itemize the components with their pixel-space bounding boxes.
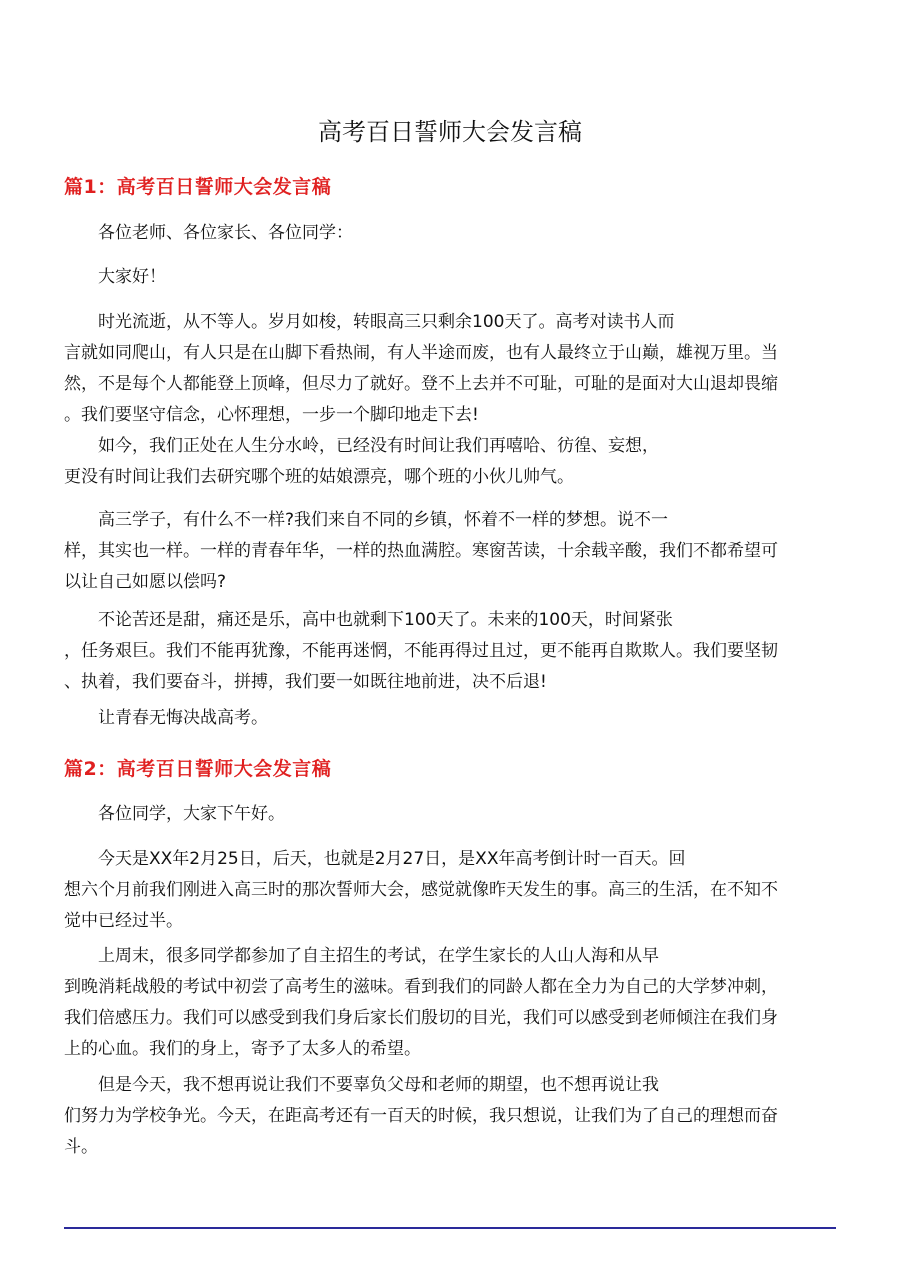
paragraph-line: 到晚消耗战般的考试中初尝了高考生的滋味。看到我们的同龄人都在全力为自己的大学梦冲刺，	[64, 977, 778, 997]
paragraph	[64, 431, 836, 493]
paragraph	[64, 799, 836, 830]
paragraph	[64, 941, 836, 1065]
paragraph	[64, 218, 836, 249]
paragraph-line: ，任务艰巨。我们不能再犹豫，不能再迷惘，不能再得过且过，更不能再自欺欺人。我们要坚韧	[64, 641, 778, 661]
paragraph	[64, 307, 836, 431]
footer-divider	[64, 1227, 836, 1229]
paragraph	[64, 1070, 836, 1163]
paragraph	[64, 844, 836, 937]
paragraph-line: 各位老师、各位家长、各位同学：	[98, 223, 353, 243]
document-title: 高考百日誓师大会发言稿	[318, 118, 582, 146]
section-2-heading: 篇2：高考百日誓师大会发言稿	[64, 758, 332, 780]
paragraph-line: 、执着，我们要奋斗，拼搏，我们要一如既往地前进，决不后退!	[64, 672, 547, 692]
section-1-heading: 篇1：高考百日誓师大会发言稿	[64, 176, 332, 198]
paragraph-line: 。我们要坚守信念，心怀理想，一步一个脚印地走下去!	[64, 405, 479, 425]
paragraph-line: 以让自己如愿以偿吗?	[64, 572, 227, 592]
paragraph	[64, 262, 836, 293]
paragraph-line: 让青春无悔决战高考。	[98, 708, 268, 728]
paragraph-line: 大家好！	[98, 267, 166, 287]
paragraph-line: 但是今天，我不想再说让我们不要辜负父母和老师的期望，也不想再说让我	[98, 1075, 659, 1095]
paragraph	[64, 703, 836, 734]
paragraph-line: 们努力为学校争光。今天，在距高考还有一百天的时候，我只想说，让我们为了自己的理想而奋	[64, 1106, 778, 1126]
paragraph-line: 上的心血。我们的身上，寄予了太多人的希望。	[64, 1039, 421, 1059]
paragraph-line: 不论苦还是甜，痛还是乐，高中也就剩下100天了。未来的100天，时间紧张	[98, 610, 673, 630]
paragraph-line: 样，其实也一样。一样的青春年华，一样的热血满腔。寒窗苦读，十余载辛酸，我们不都希望可	[64, 541, 778, 561]
paragraph-line: 我们倍感压力。我们可以感受到我们身后家长们殷切的目光，我们可以感受到老师倾注在我们身	[64, 1008, 778, 1028]
paragraph-line: 如今，我们正处在人生分水岭，已经没有时间让我们再嘻哈、彷徨、妄想，	[98, 436, 659, 456]
paragraph-line: 更没有时间让我们去研究哪个班的姑娘漂亮，哪个班的小伙儿帅气。	[64, 467, 574, 487]
paragraph-line: 各位同学，大家下午好。	[98, 804, 285, 824]
paragraph-line: 高三学子，有什么不一样?我们来自不同的乡镇，怀着不一样的梦想。说不一	[98, 510, 669, 530]
paragraph-line: 想六个月前我们刚进入高三时的那次誓师大会，感觉就像昨天发生的事。高三的生活，在不知不	[64, 880, 778, 900]
paragraph-line: 言就如同爬山，有人只是在山脚下看热闹，有人半途而废，也有人最终立于山巅，雄视万里。当	[64, 343, 778, 363]
paragraph	[64, 505, 836, 598]
paragraph-line: 今天是XX年2月25日，后天，也就是2月27日，是XX年高考倒计时一百天。回	[98, 849, 686, 869]
paragraph-line: 然，不是每个人都能登上顶峰，但尽力了就好。登不上去并不可耻，可耻的是面对大山退却畏缩	[64, 374, 778, 394]
paragraph-line: 上周末，很多同学都参加了自主招生的考试，在学生家长的人山人海和从早	[98, 946, 659, 966]
paragraph	[64, 605, 836, 698]
paragraph-line: 斗。	[64, 1137, 98, 1157]
paragraph-line: 时光流逝，从不等人。岁月如梭，转眼高三只剩余100天了。高考对读书人而	[98, 312, 675, 332]
paragraph-line: 觉中已经过半。	[64, 911, 183, 931]
